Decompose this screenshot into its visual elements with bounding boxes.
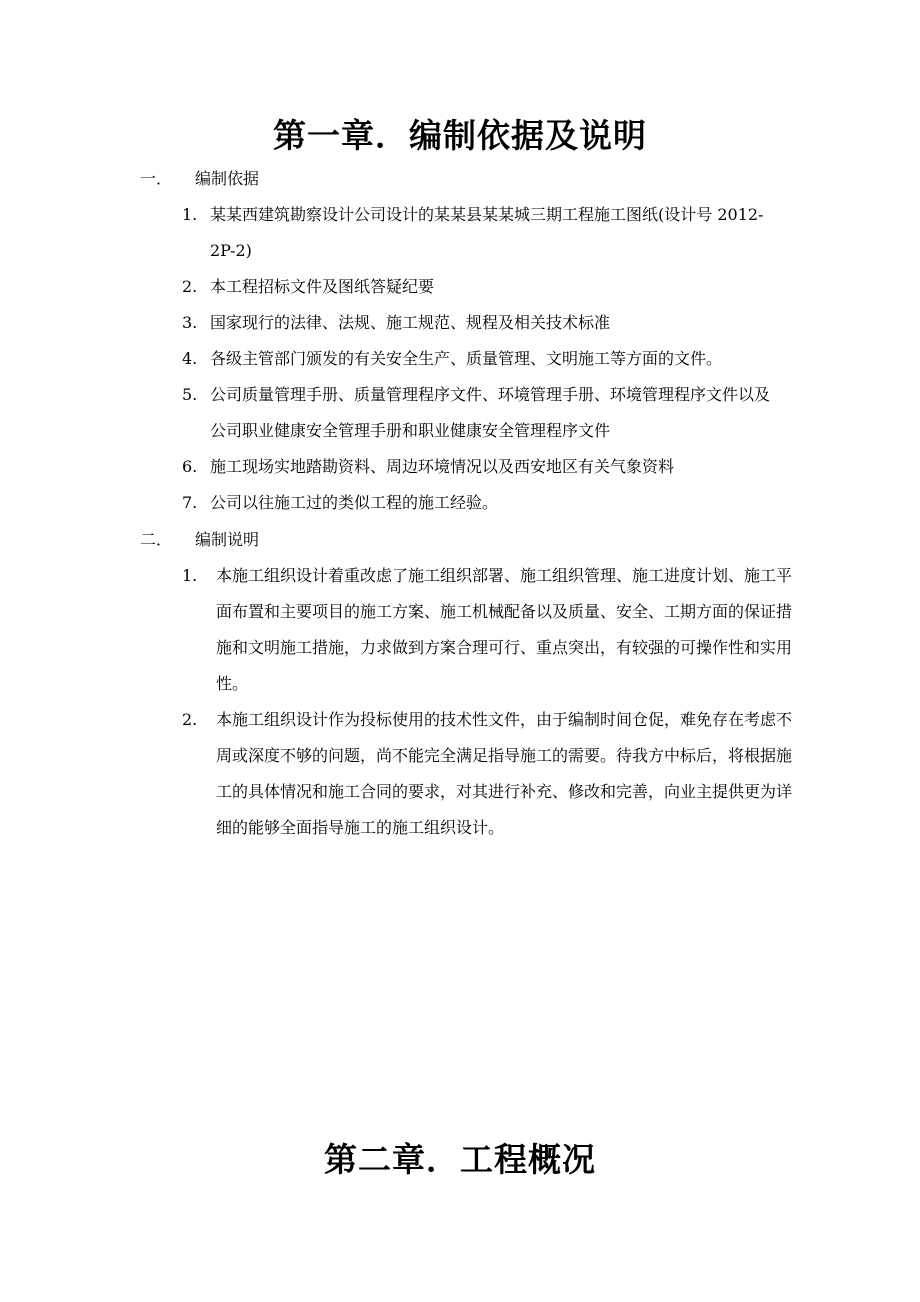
item-text: 施工现场实地踏勘资料、周边环境情况以及西安地区有关气象资料 <box>210 457 675 476</box>
item-text: 各级主管部门颁发的有关安全生产、质量管理、文明施工等方面的文件。 <box>210 349 723 368</box>
item-number: 5. <box>182 385 198 404</box>
section-heading-1 <box>140 169 259 189</box>
item-number: 7. <box>182 493 198 512</box>
item-number: 2. <box>182 710 198 729</box>
item-text: 本工程招标文件及图纸答疑纪要 <box>210 277 435 296</box>
list-item <box>182 558 792 702</box>
list-item <box>182 449 782 485</box>
item-text: 本施工组织设计着重改虑了施工组织部署、施工组织管理、施工进度计划、施工平面布置和主要项目的施工方案、施工机械配备以及质量、安全、工期方面的保证措施和文明施工措施，力求做到方案合理可行、重点突出，有较强的可操作性和实用性。 <box>216 566 793 693</box>
list-item <box>182 377 782 449</box>
list-item <box>182 305 782 341</box>
list-item <box>182 485 782 521</box>
item-text: 公司质量管理手册、质量管理程序文件、环境管理手册、环境管理程序文件以及公司职业健康安全管理手册和职业健康安全管理程序文件 <box>210 385 771 440</box>
item-text: 公司以往施工过的类似工程的施工经验。 <box>210 493 499 512</box>
item-number: 2. <box>182 277 198 296</box>
list-item <box>182 269 782 305</box>
section-number: 一． <box>140 169 173 188</box>
section-title: 编制说明 <box>195 530 260 549</box>
item-number: 3. <box>182 313 198 332</box>
item-number: 1. <box>182 566 198 585</box>
section-heading-2 <box>140 530 259 550</box>
chapter-title-2: 第二章．工程概况 <box>324 1140 596 1179</box>
chapter-title-1: 第一章．编制依据及说明 <box>273 116 647 155</box>
list-item <box>182 702 792 846</box>
item-text: 某某西建筑勘察设计公司设计的某某县某某城三期工程施工图纸(设计号 2012-2P-2) <box>210 205 764 260</box>
item-number: 1. <box>182 205 198 224</box>
item-text: 国家现行的法律、法规、施工规范、规程及相关技术标准 <box>210 313 611 332</box>
item-number: 6. <box>182 457 198 476</box>
item-text: 本施工组织设计作为投标使用的技术性文件，由于编制时间仓促，难免存在考虑不周或深度不够的问题，尚不能完全满足指导施工的需要。待我方中标后，将根据施工的具体情况和施工合同的要求，对其进行补充、修改和完善，向业主提供更为详细的能够全面指导施工的施工组织设计。 <box>216 710 793 837</box>
list-item <box>182 197 782 269</box>
section-number: 二． <box>140 530 173 549</box>
section-title: 编制依据 <box>195 169 260 188</box>
list-item <box>182 341 802 377</box>
item-number: 4. <box>182 349 198 368</box>
